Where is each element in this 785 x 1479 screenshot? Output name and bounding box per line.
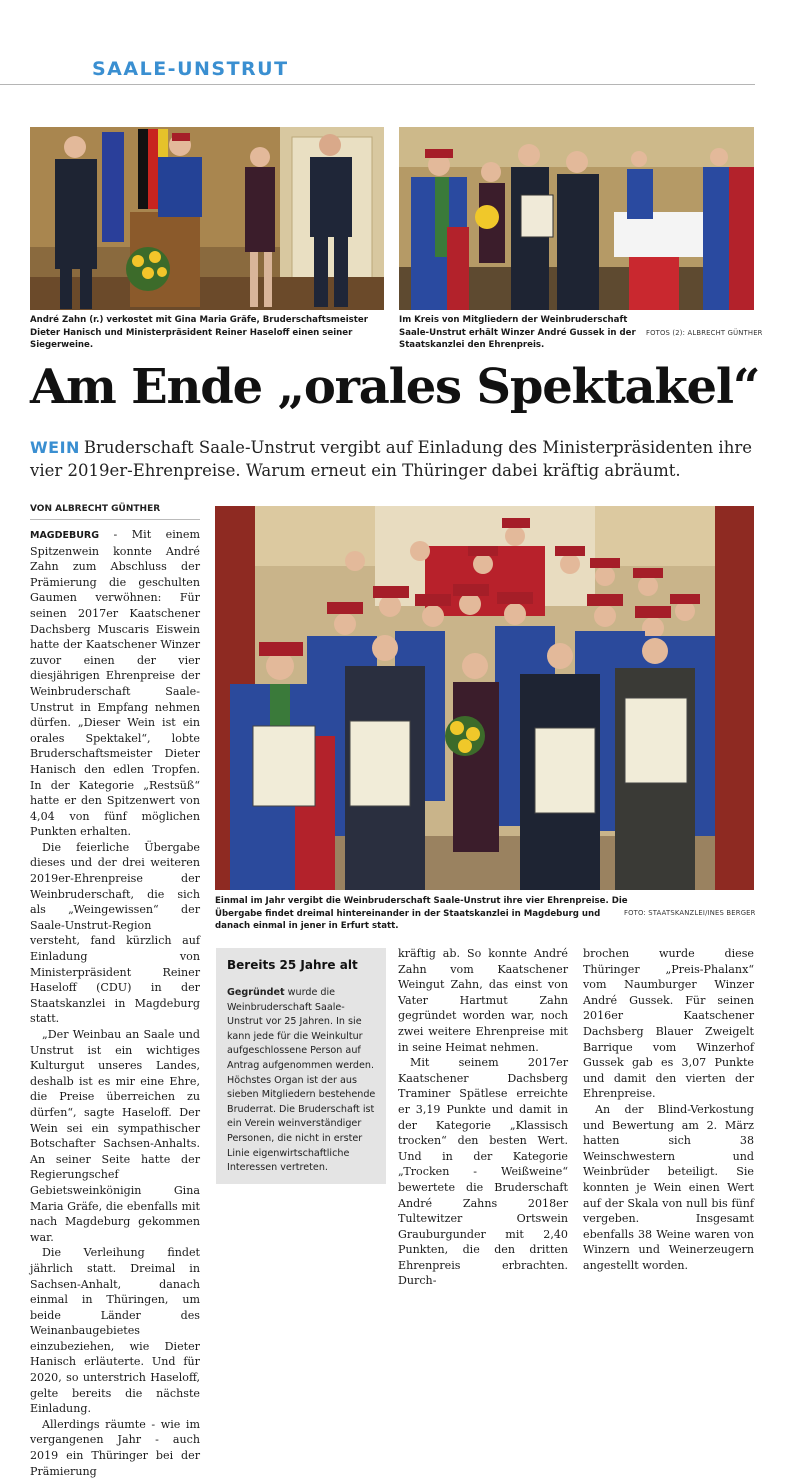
- paragraph: MAGDEBURG - Mit einem Spitzenwein konnte André Zahn zum Abschluss der Prämierung die geschulten Gaumen verwöhnen: Für seinen 2017er Kaatschener Dachsberg Muscaris Eiswein hatte der Kaatschener Winzer zuvor einen der vier diesjährigen Ehrenpreise der Weinbruderschaft Saale-Unstrut in Empfang nehmen dürfen. „Dieser Wein ist ein orales Spektakel“, lobte Bruderschaftsmeister Dieter Hanisch den edlen Tropfen. In der Kategorie „Restsüß“ hatte er den Spitzenwert von 4,04 von fünf möglichen Punkten erhalten.: [30, 528, 200, 839]
- paragraph: brochen wurde diese Thüringer „Preis-Phalanx“ vom Naumburger Winzer André Gussek. Für seinen 2016er Kaatschener Dachsberg Blauer Zweigelt Barrique vom Winzerhof Gussek gab es 3,07 Punkte und damit den vierten der Ehrenpreise.: [583, 947, 754, 1101]
- section-divider: [0, 84, 755, 85]
- article-column-1: [30, 527, 200, 1478]
- dek-text: Bruderschaft Saale-Unstrut vergibt auf Einladung des Ministerpräsidenten ihre vier 2019er-Ehrenpreise. Warum erneut ein Thüringer dabei kräftig abräumt.: [30, 438, 752, 480]
- headline: Am Ende „orales Spektakel“: [30, 359, 760, 415]
- author-byline: VON ALBRECHT GÜNTHER: [30, 504, 161, 514]
- photo-award-gussek: [399, 127, 754, 310]
- photo-award-caption: Im Kreis von Mitgliedern der Weinbruderschaft Saale-Unstrut erhält Winzer André Gussek in der Staatskanzlei den Ehrenpreis.: [399, 315, 636, 350]
- info-box-body: Gegründet wurde die Weinbruderschaft Saale-Unstrut vor 25 Jahren. In sie kann jede für die Weinkultur aufgeschlossene Person auf Antrag aufgenommen werden. Höchstes Organ ist der aus sieben Mitgliedern bestehende Bruderrat. Die Bruderschaft ist ein Verein weinverständiger Personen, die nicht in erster Linie eigenwirtschaftliche Interessen vertreten.: [227, 987, 376, 1174]
- subheadline: [30, 436, 760, 482]
- paragraph: Die feierliche Übergabe dieses und der drei weiteren 2019er-Ehrenpreise der Weinbruderschaft, die sich als „Weingewissen“ der Saale-Unstrut-Region versteht, fand kürzlich auf Einladung von Ministerpräsident Reiner Haseloff (CDU) in der Staatskanzlei in Magdeburg statt.: [30, 840, 200, 1026]
- paragraph: Mit seinem 2017er Kaatschener Dachsberg Traminer Spätlese erreichte er 3,19 Punkte und damit in der Kategorie „Klassisch trocken“ den besten Wert. Und in der Kategorie „Trocken - Weißweine“ bewertete die Bruderschaft André Zahns 2018er Tultewitzer Ortswein Grauburgunder mit 2,40 Punkten, die den dritten Ehrenpreis erbrachten. Durch-: [398, 1056, 568, 1288]
- info-box: [216, 948, 386, 1184]
- article-column-3: [398, 946, 568, 1288]
- dek-kicker: WEIN: [30, 438, 80, 457]
- photo-credit: FOTOS (2): ALBRECHT GÜNTHER: [646, 329, 763, 337]
- photo-tasting: [30, 127, 384, 310]
- byline-divider: [30, 519, 200, 520]
- photo-credit: FOTO: STAATSKANZLEI/INES BERGER: [624, 909, 756, 917]
- dateline: MAGDEBURG: [30, 530, 100, 541]
- article-column-4: [583, 946, 754, 1272]
- paragraph: kräftig ab. So konnte André Zahn vom Kaatschener Weingut Zahn, das einst von Vater Hartmut Zahn gegründet worden war, noch zwei weitere Ehrenpreise mit in seine Heimat nehmen.: [398, 947, 568, 1054]
- photo-group-award-winners: [215, 506, 754, 890]
- photo-group-caption: Einmal im Jahr vergibt die Weinbruderschaft Saale-Unstrut ihre vier Ehrenpreise. Die Übergabe findet dreimal hintereinander in der Staatskanzlei in Magdeburg und danach einmal in jener in Erfurt statt.: [215, 896, 628, 931]
- section-label: SAALE-UNSTRUT: [92, 58, 289, 80]
- photo-tasting-caption: André Zahn (r.) verkostet mit Gina Maria Gräfe, Bruderschaftsmeister Dieter Hanisch und Ministerpräsident Reiner Haseloff einen seiner Siegerweine.: [30, 315, 368, 350]
- paragraph: Allerdings räumte - wie im vergangenen Jahr - auch 2019 ein Thüringer bei der Prämierung: [30, 1417, 200, 1478]
- info-box-title: Bereits 25 Jahre alt: [227, 958, 358, 972]
- info-box-lead: Gegründet: [227, 987, 285, 998]
- paragraph: Die Verleihung findet jährlich statt. Dreimal in Sachsen-Anhalt, danach einmal in Thüringen, um beide Länder des Weinanbaugebietes einzubeziehen, wie Dieter Hanisch erläuterte. Und für 2020, so unterstrich Haseloff, gelte bereits die nächste Einladung.: [30, 1246, 200, 1416]
- paragraph: An der Blind-Verkostung und Bewertung am 2. März hatten sich 38 Weinschwestern und Weinbrüder beteiligt. Sie konnten je Wein einen Wert auf der Skala von null bis fünf vergeben. Insgesamt ebenfalls 38 Weine waren von Winzern und Weinerzeugern angestellt worden.: [583, 1102, 754, 1272]
- paragraph: „Der Weinbau an Saale und Unstrut ist ein wichtiges Kulturgut unseres Landes, deshalb ist es mir eine Ehre, die Preise überreichen zu dürfen“, sagte Haseloff. Der Wein sei ein sympathischer Botschafter Sachsen-Anhalts. An seiner Seite hatte der Regierungschef Gebietsweinkönigin Gina Maria Gräfe, die ebenfalls mit nach Magdeburg gekommen war.: [30, 1028, 200, 1244]
